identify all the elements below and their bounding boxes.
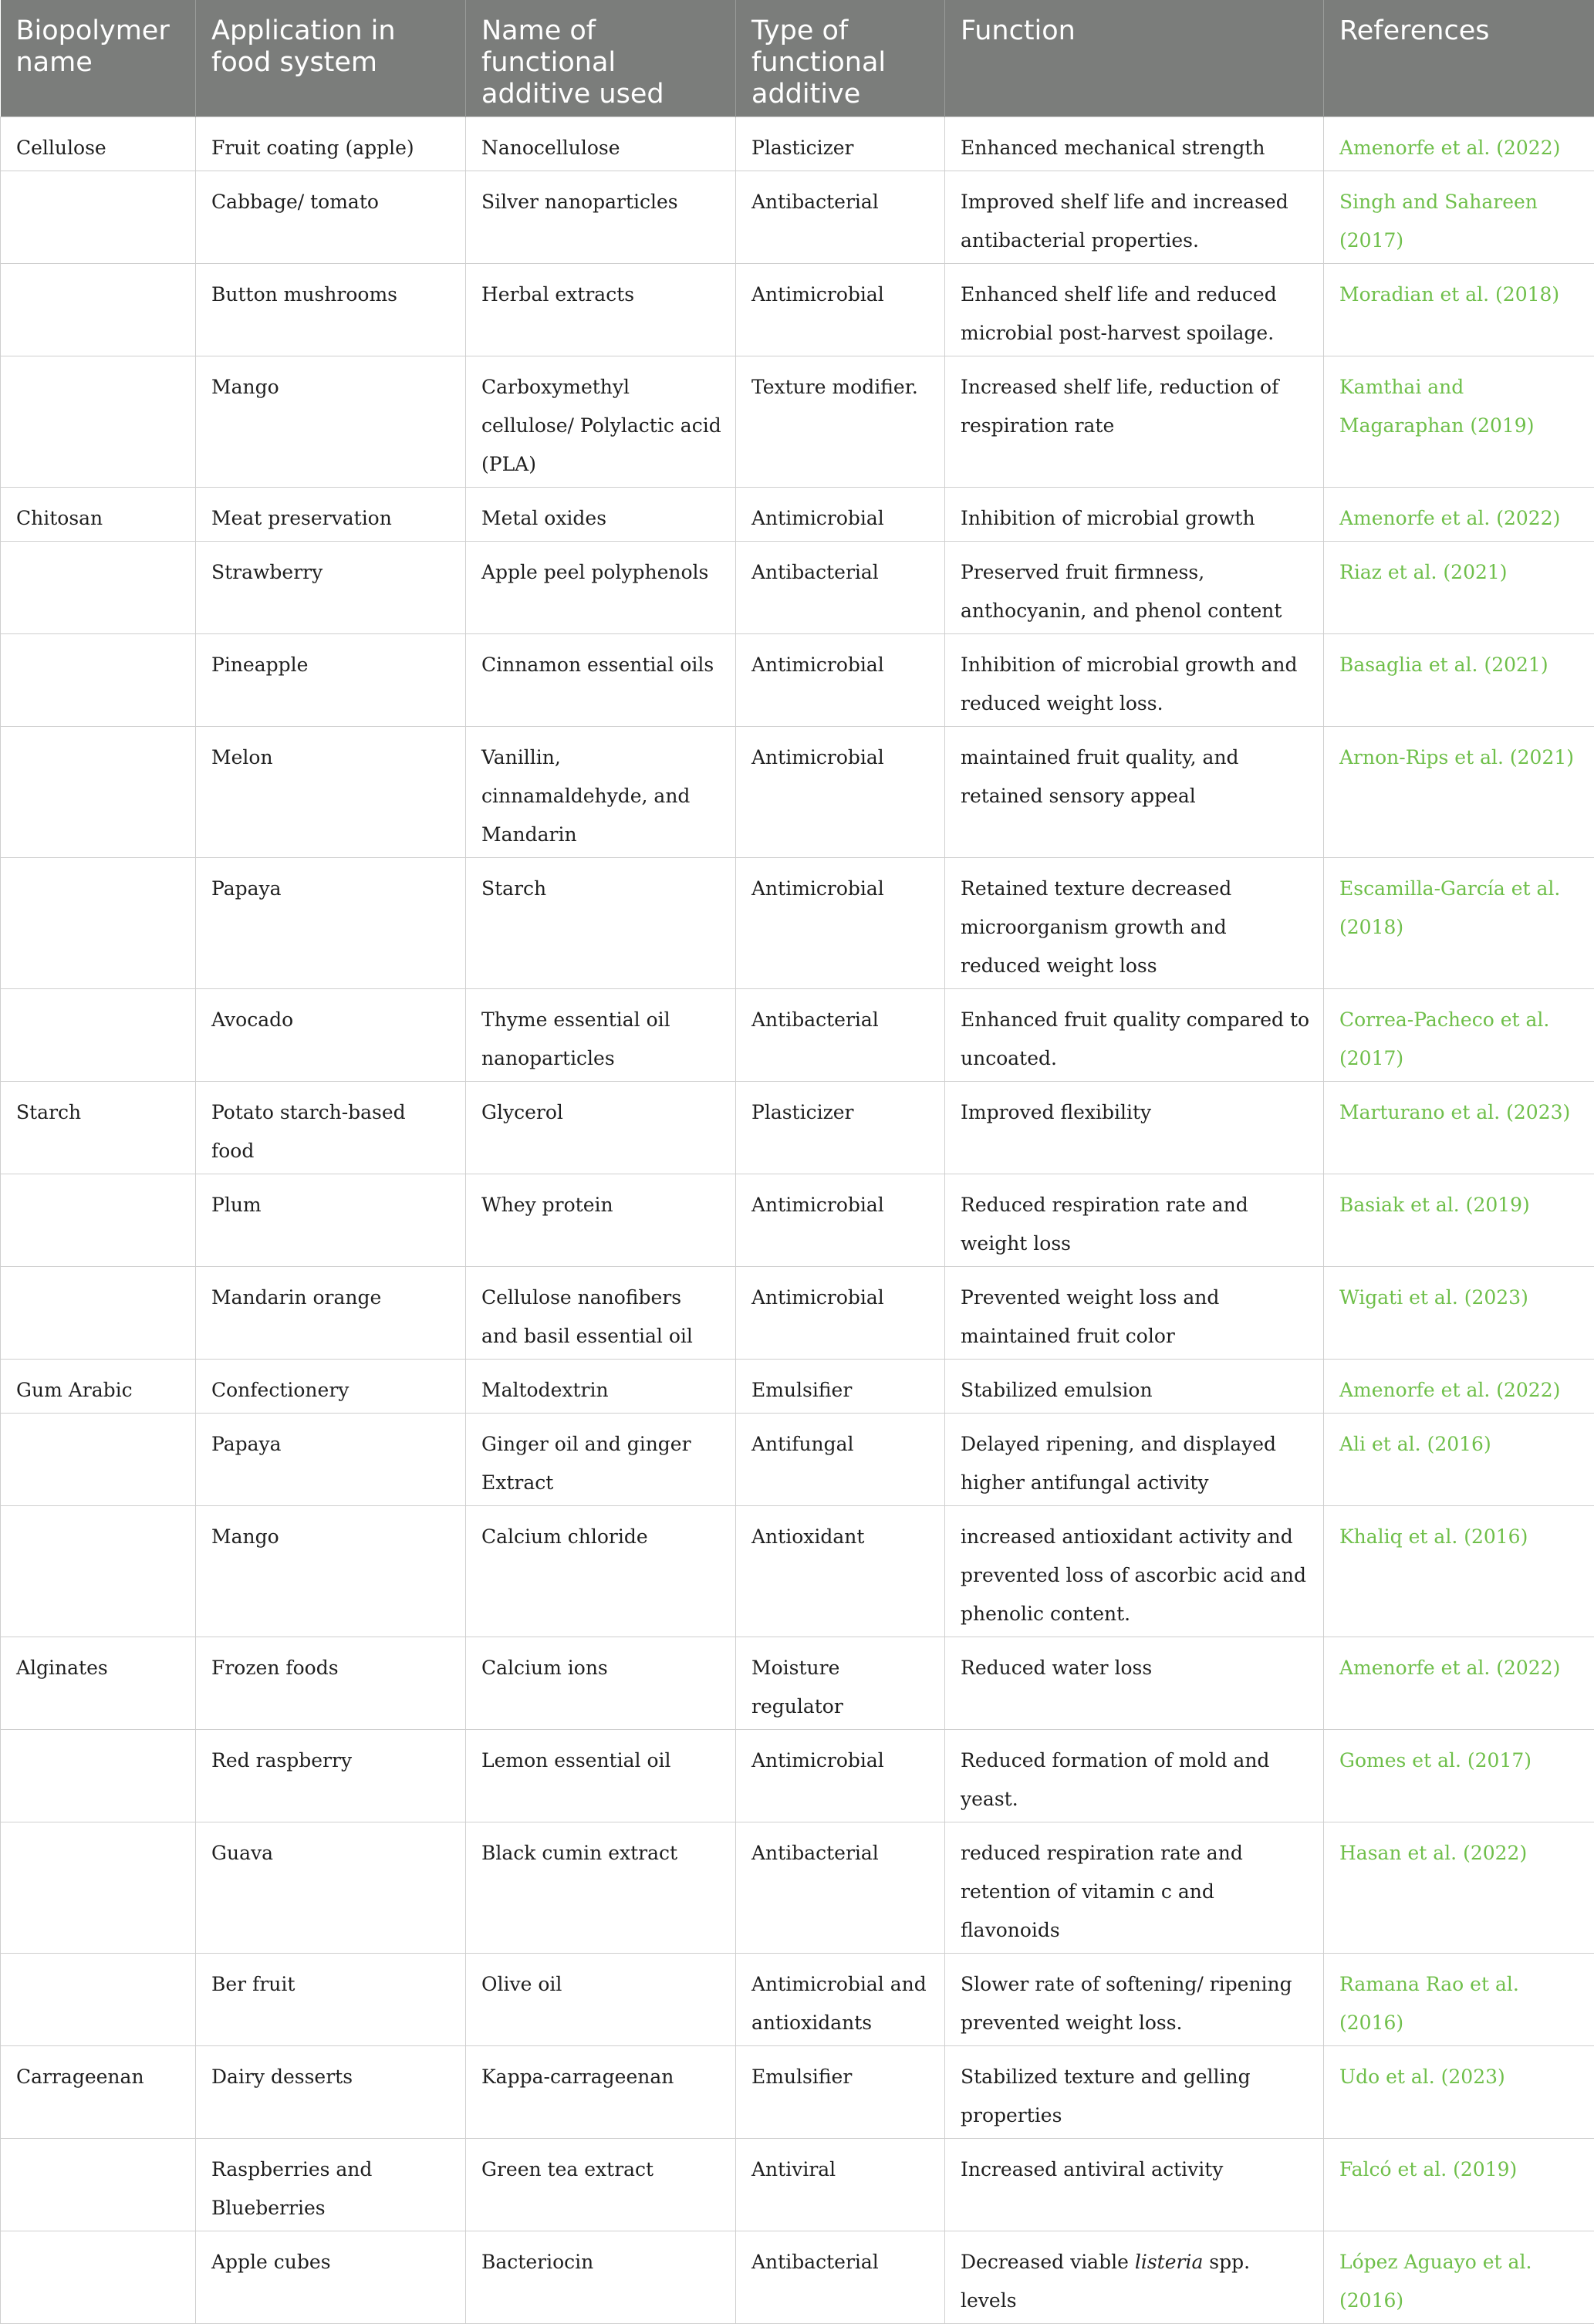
additive-name-cell: Carboxymethyl cellulose/ Polylactic acid (PLA) xyxy=(466,356,736,488)
application-cell: Dairy desserts xyxy=(196,2046,466,2139)
biopolymer-cell: Carrageenan xyxy=(1,2046,196,2139)
function-cell: Reduced formation of mold and yeast. xyxy=(945,1730,1324,1822)
additive-type-cell: Antibacterial xyxy=(736,1822,945,1954)
table-row xyxy=(1,634,1594,727)
biopolymer-cell xyxy=(1,1730,196,1822)
table-row xyxy=(1,1174,1594,1267)
application-cell: Red raspberry xyxy=(196,1730,466,1822)
header-references: References xyxy=(1324,0,1594,117)
function-cell: increased antioxidant activity and prevented loss of ascorbic acid and phenolic content. xyxy=(945,1506,1324,1637)
biopolymer-cell xyxy=(1,1174,196,1267)
reference-cell[interactable]: Udo et al. (2023) xyxy=(1324,2046,1594,2139)
additive-type-cell: Emulsifier xyxy=(736,1360,945,1414)
application-cell: Frozen foods xyxy=(196,1637,466,1730)
additive-type-cell: Moisture regulator xyxy=(736,1637,945,1730)
function-text: spp. levels xyxy=(961,2251,1250,2312)
table-row xyxy=(1,989,1594,1082)
function-cell: Reduced respiration rate and weight loss xyxy=(945,1174,1324,1267)
function-cell: Inhibition of microbial growth xyxy=(945,488,1324,542)
table-row xyxy=(1,1637,1594,1730)
table-row xyxy=(1,542,1594,634)
function-cell: Stabilized texture and gelling properties xyxy=(945,2046,1324,2139)
function-cell: reduced respiration rate and retention of vitamin c and flavonoids xyxy=(945,1822,1324,1954)
reference-cell[interactable]: Wigati et al. (2023) xyxy=(1324,1267,1594,1360)
table-row xyxy=(1,117,1594,171)
reference-cell[interactable]: Basiak et al. (2019) xyxy=(1324,1174,1594,1267)
application-cell: Guava xyxy=(196,1822,466,1954)
header-additive-name: Name of functional additive used xyxy=(466,0,736,117)
biopolymer-cell: Alginates xyxy=(1,1637,196,1730)
application-cell: Button mushrooms xyxy=(196,264,466,356)
biopolymer-cell xyxy=(1,989,196,1082)
reference-cell[interactable]: Moradian et al. (2018) xyxy=(1324,264,1594,356)
additive-type-cell: Texture modifier. xyxy=(736,356,945,488)
additive-type-cell: Antibacterial xyxy=(736,171,945,264)
table-row xyxy=(1,1506,1594,1637)
function-cell: Enhanced shelf life and reduced microbial post-harvest spoilage. xyxy=(945,264,1324,356)
reference-cell[interactable]: Marturano et al. (2023) xyxy=(1324,1082,1594,1174)
reference-cell[interactable]: Amenorfe et al. (2022) xyxy=(1324,1360,1594,1414)
application-cell: Mango xyxy=(196,356,466,488)
application-cell: Pineapple xyxy=(196,634,466,727)
function-cell: Stabilized emulsion xyxy=(945,1360,1324,1414)
additive-name-cell: Lemon essential oil xyxy=(466,1730,736,1822)
additive-name-cell: Nanocellulose xyxy=(466,117,736,171)
biopolymer-cell xyxy=(1,356,196,488)
application-cell: Raspberries and Blueberries xyxy=(196,2139,466,2231)
function-cell: Retained texture decreased microorganism growth and reduced weight loss xyxy=(945,858,1324,989)
additive-name-cell: Cellulose nanofibers and basil essential oil xyxy=(466,1267,736,1360)
application-cell: Potato starch-based food xyxy=(196,1082,466,1174)
function-cell: Slower rate of softening/ ripening prevented weight loss. xyxy=(945,1954,1324,2046)
additive-type-cell: Antimicrobial xyxy=(736,1267,945,1360)
reference-cell[interactable]: Amenorfe et al. (2022) xyxy=(1324,1637,1594,1730)
additive-name-cell: Silver nanoparticles xyxy=(466,171,736,264)
header-function: Function xyxy=(945,0,1324,117)
reference-cell[interactable]: Gomes et al. (2017) xyxy=(1324,1730,1594,1822)
function-cell: Prevented weight loss and maintained fruit color xyxy=(945,1267,1324,1360)
biopolymer-cell: Cellulose xyxy=(1,117,196,171)
function-cell: Delayed ripening, and displayed higher antifungal activity xyxy=(945,1414,1324,1506)
table-row xyxy=(1,171,1594,264)
additive-name-cell: Calcium ions xyxy=(466,1637,736,1730)
additive-name-cell: Metal oxides xyxy=(466,488,736,542)
header-additive-type: Type of functional additive xyxy=(736,0,945,117)
table-row xyxy=(1,858,1594,989)
additive-type-cell: Antimicrobial xyxy=(736,264,945,356)
application-cell: Fruit coating (apple) xyxy=(196,117,466,171)
table-row xyxy=(1,1267,1594,1360)
table-row xyxy=(1,488,1594,542)
additive-name-cell: Thyme essential oil nanoparticles xyxy=(466,989,736,1082)
additive-name-cell: Whey protein xyxy=(466,1174,736,1267)
application-cell: Melon xyxy=(196,727,466,858)
table-row xyxy=(1,2139,1594,2231)
function-cell: Reduced water loss xyxy=(945,1637,1324,1730)
reference-cell[interactable]: Amenorfe et al. (2022) xyxy=(1324,117,1594,171)
reference-cell[interactable]: Basaglia et al. (2021) xyxy=(1324,634,1594,727)
additive-type-cell: Antimicrobial xyxy=(736,727,945,858)
function-cell: Increased shelf life, reduction of respiration rate xyxy=(945,356,1324,488)
application-cell: Plum xyxy=(196,1174,466,1267)
function-cell: Inhibition of microbial growth and reduced weight loss. xyxy=(945,634,1324,727)
biopolymer-cell xyxy=(1,171,196,264)
table-row xyxy=(1,2046,1594,2139)
additive-type-cell: Antimicrobial xyxy=(736,634,945,727)
reference-cell[interactable]: Falcó et al. (2019) xyxy=(1324,2139,1594,2231)
biopolymer-cell xyxy=(1,1822,196,1954)
biopolymer-cell xyxy=(1,727,196,858)
application-cell: Apple cubes xyxy=(196,2231,466,2324)
additive-name-cell: Vanillin, cinnamaldehyde, and Mandarin xyxy=(466,727,736,858)
header-row xyxy=(1,0,1594,117)
reference-cell[interactable]: Escamilla-García et al. (2018) xyxy=(1324,858,1594,989)
biopolymer-cell: Gum Arabic xyxy=(1,1360,196,1414)
additive-name-cell: Green tea extract xyxy=(466,2139,736,2231)
application-cell: Meat preservation xyxy=(196,488,466,542)
application-cell: Papaya xyxy=(196,858,466,989)
function-cell: Improved shelf life and increased antibacterial properties. xyxy=(945,171,1324,264)
additive-type-cell: Plasticizer xyxy=(736,1082,945,1174)
reference-cell[interactable]: Khaliq et al. (2016) xyxy=(1324,1506,1594,1637)
additive-type-cell: Antimicrobial xyxy=(736,488,945,542)
biopolymer-cell xyxy=(1,264,196,356)
additive-name-cell: Kappa-carrageenan xyxy=(466,2046,736,2139)
application-cell: Confectionery xyxy=(196,1360,466,1414)
table-row xyxy=(1,1954,1594,2046)
header-application: Application in food system xyxy=(196,0,466,117)
biopolymer-cell xyxy=(1,634,196,727)
additive-name-cell: Black cumin extract xyxy=(466,1822,736,1954)
application-cell: Mango xyxy=(196,1506,466,1637)
additive-type-cell: Plasticizer xyxy=(736,117,945,171)
additive-name-cell: Olive oil xyxy=(466,1954,736,2046)
reference-cell[interactable]: López Aguayo et al. (2016) xyxy=(1324,2231,1594,2324)
additive-name-cell: Herbal extracts xyxy=(466,264,736,356)
table-row xyxy=(1,727,1594,858)
function-cell: Increased antiviral activity xyxy=(945,2139,1324,2231)
biopolymer-cell xyxy=(1,1954,196,2046)
table-body xyxy=(1,117,1594,2324)
function-cell: Enhanced mechanical strength xyxy=(945,117,1324,171)
table-row xyxy=(1,356,1594,488)
additive-name-cell: Glycerol xyxy=(466,1082,736,1174)
biopolymer-cell: Chitosan xyxy=(1,488,196,542)
function-cell: Preserved fruit firmness, anthocyanin, and phenol content xyxy=(945,542,1324,634)
biopolymer-cell xyxy=(1,542,196,634)
table-row xyxy=(1,1360,1594,1414)
biopolymer-cell xyxy=(1,1414,196,1506)
reference-cell[interactable]: Singh and Sahareen (2017) xyxy=(1324,171,1594,264)
table-header xyxy=(1,0,1594,117)
additive-type-cell: Antimicrobial xyxy=(736,1730,945,1822)
reference-cell[interactable]: Kamthai and Magaraphan (2019) xyxy=(1324,356,1594,488)
additive-type-cell: Antimicrobial xyxy=(736,858,945,989)
header-biopolymer-name: Biopolymer name xyxy=(1,0,196,117)
table-row xyxy=(1,1730,1594,1822)
function-text: Decreased viable xyxy=(961,2251,1135,2273)
additive-type-cell: Antibacterial xyxy=(736,542,945,634)
reference-cell[interactable]: Correa-Pacheco et al. (2017) xyxy=(1324,989,1594,1082)
biopolymer-cell xyxy=(1,2231,196,2324)
application-cell: Avocado xyxy=(196,989,466,1082)
function-cell xyxy=(945,2231,1324,2324)
application-cell: Mandarin orange xyxy=(196,1267,466,1360)
additive-type-cell: Antiviral xyxy=(736,2139,945,2231)
function-italic-text: listeria xyxy=(1135,2251,1204,2273)
reference-cell[interactable]: Ramana Rao et al. (2016) xyxy=(1324,1954,1594,2046)
biopolymer-cell xyxy=(1,858,196,989)
application-cell: Cabbage/ tomato xyxy=(196,171,466,264)
reference-cell[interactable]: Hasan et al. (2022) xyxy=(1324,1822,1594,1954)
reference-cell[interactable]: Ali et al. (2016) xyxy=(1324,1414,1594,1506)
additive-type-cell: Antimicrobial xyxy=(736,1174,945,1267)
table-row xyxy=(1,264,1594,356)
additive-name-cell: Ginger oil and ginger Extract xyxy=(466,1414,736,1506)
reference-cell[interactable]: Arnon-Rips et al. (2021) xyxy=(1324,727,1594,858)
table-row xyxy=(1,2231,1594,2324)
application-cell: Papaya xyxy=(196,1414,466,1506)
additive-name-cell: Apple peel polyphenols xyxy=(466,542,736,634)
additive-type-cell: Antimicrobial and antioxidants xyxy=(736,1954,945,2046)
additive-name-cell: Cinnamon essential oils xyxy=(466,634,736,727)
additive-type-cell: Antibacterial xyxy=(736,2231,945,2324)
biopolymer-cell xyxy=(1,2139,196,2231)
reference-cell[interactable]: Amenorfe et al. (2022) xyxy=(1324,488,1594,542)
function-cell: Improved flexibility xyxy=(945,1082,1324,1174)
function-cell: Enhanced fruit quality compared to uncoated. xyxy=(945,989,1324,1082)
additive-type-cell: Antifungal xyxy=(736,1414,945,1506)
biopolymer-cell xyxy=(1,1267,196,1360)
table-row xyxy=(1,1414,1594,1506)
function-cell: maintained fruit quality, and retained sensory appeal xyxy=(945,727,1324,858)
additive-type-cell: Antioxidant xyxy=(736,1506,945,1637)
additive-name-cell: Bacteriocin xyxy=(466,2231,736,2324)
table-row xyxy=(1,1082,1594,1174)
biopolymer-cell xyxy=(1,1506,196,1637)
application-cell: Strawberry xyxy=(196,542,466,634)
additive-name-cell: Calcium chloride xyxy=(466,1506,736,1637)
table-row xyxy=(1,1822,1594,1954)
reference-cell[interactable]: Riaz et al. (2021) xyxy=(1324,542,1594,634)
additive-type-cell: Emulsifier xyxy=(736,2046,945,2139)
application-cell: Ber fruit xyxy=(196,1954,466,2046)
additive-type-cell: Antibacterial xyxy=(736,989,945,1082)
biopolymer-cell: Starch xyxy=(1,1082,196,1174)
additive-name-cell: Starch xyxy=(466,858,736,989)
additive-name-cell: Maltodextrin xyxy=(466,1360,736,1414)
